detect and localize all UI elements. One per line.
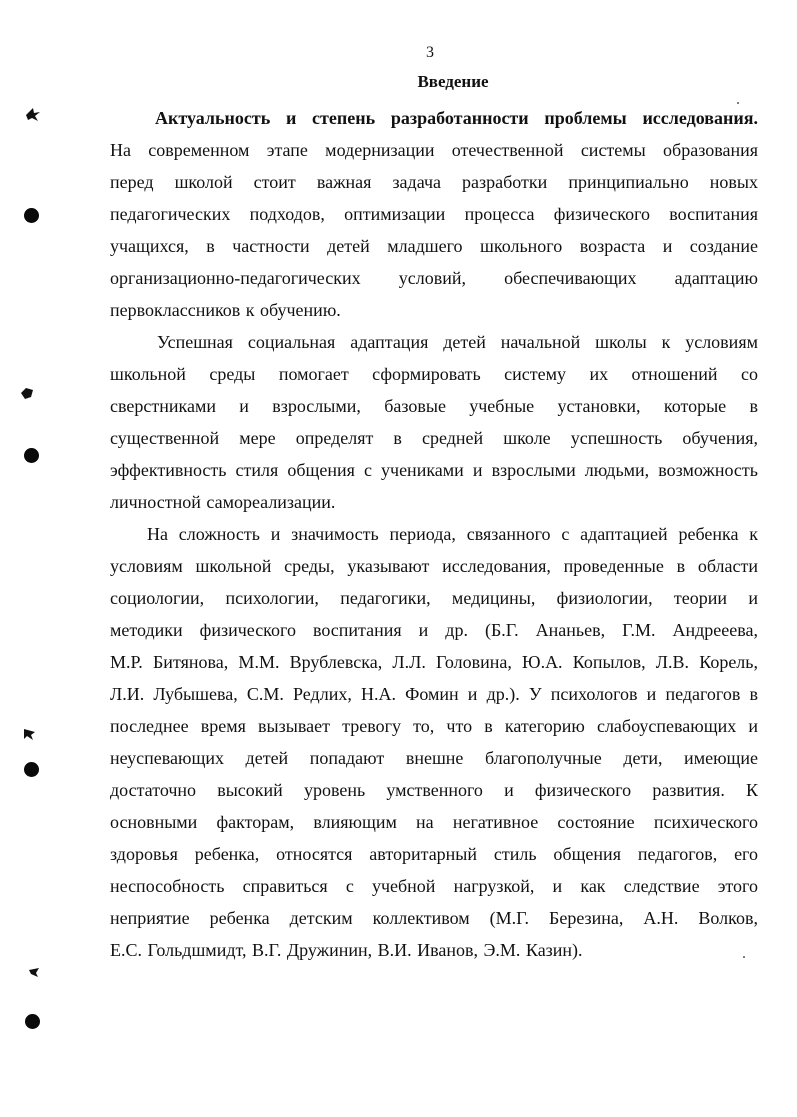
paragraph-line: перед школой стоит важная задача разработки принципиально новых — [110, 172, 758, 192]
section-title: Введение — [417, 72, 489, 91]
paragraph-line: основными факторам, влияющим на негативное состояние психического — [110, 812, 758, 832]
paragraph-line: существенной мере определят в средней школе успешность обучения, — [110, 428, 758, 448]
paragraph-line: учащихся, в частности детей младшего школьного возраста и создание — [110, 236, 758, 256]
paragraph-line: неспособность справиться с учебной нагрузкой, и как следствие этого — [110, 876, 758, 896]
punch-mark-icon — [21, 726, 37, 742]
punch-hole-dot — [24, 762, 39, 777]
paragraph-line: неприятие ребенка детским коллективом (М.Г. Березина, А.Н. Волков, — [110, 908, 758, 928]
paragraph-line: первоклассников к обучению. — [110, 300, 341, 320]
paragraph-line: эффективность стиля общения с учениками и взрослыми людьми, возможность — [110, 460, 758, 480]
paragraph-line: На сложность и значимость периода, связанного с адаптацией ребенка к — [147, 524, 758, 544]
paragraph-line: методики физического воспитания и др. (Б.Г. Ананьев, Г.М. Андрееева, — [110, 620, 758, 640]
punch-hole-dot — [24, 448, 39, 463]
paragraph-line: сверстниками и взрослыми, базовые учебные установки, которые в — [110, 396, 758, 416]
punch-mark-icon — [19, 385, 35, 401]
paragraph-line: условиям школьной среды, указывают исследования, проведенные в области — [110, 556, 758, 576]
paragraph-line: здоровья ребенка, относятся авторитарный стиль общения педагогов, его — [110, 844, 758, 864]
paragraph-line: На современном этапе модернизации отечественной системы образования — [110, 140, 758, 160]
paragraph-line: последнее время вызывает тревогу то, что в категорию слабоуспевающих и — [110, 716, 758, 736]
punch-mark-icon — [24, 106, 42, 124]
paragraph-line: достаточно высокий уровень умственного и физического развития. К — [110, 780, 758, 800]
punch-hole-dot — [24, 208, 39, 223]
paragraph-line: М.Р. Битянова, М.М. Врублевска, Л.Л. Головина, Ю.А. Копылов, Л.В. Корель, — [110, 652, 758, 672]
punch-mark-icon — [27, 965, 41, 979]
paragraph-line: Успешная социальная адаптация детей начальной школы к условиям — [157, 332, 758, 352]
page-number: 3 — [426, 44, 434, 61]
paragraph-line: Л.И. Лубышева, С.М. Редлих, Н.А. Фомин и др.). У психологов и педагогов в — [110, 684, 758, 704]
section-heading — [155, 103, 758, 135]
paragraph-line: школьной среды помогает сформировать систему их отношений со — [110, 364, 758, 384]
heading-text: Актуальность и степень разработанности проблемы исследования. — [155, 108, 758, 128]
paragraph-line: неуспевающих детей попадают внешне благополучные дети, имеющие — [110, 748, 758, 768]
punch-hole-dot — [25, 1014, 40, 1029]
paragraph-line: педагогических подходов, оптимизации процесса физического воспитания — [110, 204, 758, 224]
paragraph-line: организационно-педагогических условий, обеспечивающих адаптацию — [110, 268, 758, 288]
paragraph-line: Е.С. Гольдшмидт, В.Г. Дружинин, В.И. Иванов, Э.М. Казин). — [110, 940, 583, 960]
paragraph-line: личностной самореализации. — [110, 492, 336, 512]
paragraph-line: социологии, психологии, педагогики, медицины, физиологии, теории и — [110, 588, 758, 608]
